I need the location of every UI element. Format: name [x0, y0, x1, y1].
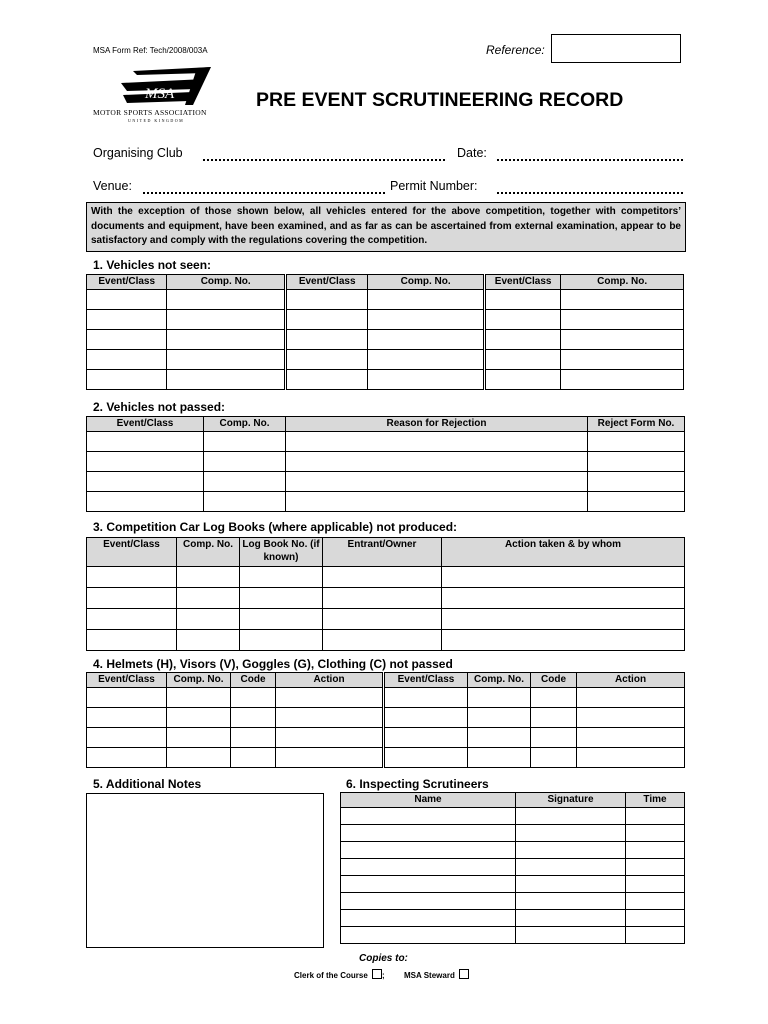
table-cell[interactable]	[484, 330, 560, 350]
table-cell[interactable]	[87, 472, 204, 492]
table-cell[interactable]	[341, 910, 516, 927]
steward-label: MSA Steward	[404, 971, 455, 980]
table-cell[interactable]	[626, 825, 685, 842]
col-header: Action	[276, 673, 384, 688]
table-cell[interactable]	[285, 290, 367, 310]
col-header: Log Book No. (if known)	[240, 538, 323, 567]
table-cell[interactable]	[516, 927, 626, 944]
table-cell[interactable]	[468, 708, 531, 728]
table-cell[interactable]	[626, 808, 685, 825]
table-cell[interactable]	[341, 825, 516, 842]
table-cell[interactable]	[442, 609, 685, 630]
vehicles-not-seen-table	[86, 274, 684, 390]
reference-input-box[interactable]	[551, 34, 681, 63]
table-cell[interactable]	[368, 290, 485, 310]
table-cell[interactable]	[341, 876, 516, 893]
table-cell[interactable]	[240, 588, 323, 609]
copy-steward	[404, 969, 469, 980]
table-cell[interactable]	[341, 842, 516, 859]
table-cell[interactable]	[626, 876, 685, 893]
table-cell[interactable]	[516, 825, 626, 842]
table-cell[interactable]	[341, 893, 516, 910]
table-cell[interactable]	[167, 728, 231, 748]
table-row	[341, 808, 685, 825]
table-cell[interactable]	[341, 859, 516, 876]
table-cell[interactable]	[167, 310, 286, 330]
copies-to-label: Copies to:	[359, 953, 408, 964]
table-cell[interactable]	[276, 708, 384, 728]
col-header: Comp. No.	[468, 673, 531, 688]
table-cell[interactable]	[285, 310, 367, 330]
table-cell[interactable]	[588, 452, 685, 472]
organising-club-label: Organising Club	[93, 146, 183, 160]
table-cell[interactable]	[285, 370, 367, 390]
table-cell[interactable]	[167, 370, 286, 390]
table-cell[interactable]	[516, 808, 626, 825]
table-cell[interactable]	[286, 472, 588, 492]
section-2-title: 2. Vehicles not passed:	[93, 400, 226, 414]
table-cell[interactable]	[87, 748, 167, 768]
table-row	[87, 748, 685, 768]
table-cell[interactable]	[167, 350, 286, 370]
table-cell[interactable]	[286, 492, 588, 512]
table-cell[interactable]	[368, 350, 485, 370]
table-cell[interactable]	[231, 708, 276, 728]
table-cell[interactable]	[87, 330, 167, 350]
table-cell[interactable]	[87, 688, 167, 708]
table-cell[interactable]	[204, 472, 286, 492]
table-cell[interactable]	[484, 310, 560, 330]
logo-subtext: UNITED KINGDOM	[128, 118, 185, 123]
table-cell[interactable]	[87, 728, 167, 748]
table-row	[87, 330, 684, 350]
col-header: Action taken & by whom	[442, 538, 685, 567]
table-cell[interactable]	[87, 630, 177, 651]
table-row	[87, 567, 685, 588]
table-cell[interactable]	[368, 330, 485, 350]
table-cell[interactable]	[384, 708, 468, 728]
additional-notes-box[interactable]	[86, 793, 324, 948]
table-cell[interactable]	[323, 588, 442, 609]
col-header: Signature	[516, 793, 626, 808]
col-header: Code	[531, 673, 577, 688]
table-cell[interactable]	[177, 567, 240, 588]
logo-mark: MSA	[145, 86, 175, 102]
organising-club-field[interactable]	[203, 159, 445, 161]
table-cell[interactable]	[626, 893, 685, 910]
reference-label: Reference:	[486, 43, 545, 57]
section-3-title: 3. Competition Car Log Books (where applicable) not produced:	[93, 520, 458, 534]
table-cell[interactable]	[231, 728, 276, 748]
table-cell[interactable]	[442, 630, 685, 651]
table-cell[interactable]	[87, 290, 167, 310]
table-cell[interactable]	[240, 567, 323, 588]
table-row	[341, 842, 685, 859]
table-cell[interactable]	[531, 748, 577, 768]
section-6-title: 6. Inspecting Scrutineers	[346, 777, 489, 791]
table-cell[interactable]	[588, 432, 685, 452]
table-row	[87, 350, 684, 370]
table-cell[interactable]	[516, 893, 626, 910]
table-row	[87, 492, 685, 512]
table-cell[interactable]	[561, 350, 684, 370]
col-header: Event/Class	[384, 673, 468, 688]
col-header: Event/Class	[285, 275, 367, 290]
table-cell[interactable]	[167, 688, 231, 708]
table-cell[interactable]	[286, 432, 588, 452]
table-cell[interactable]	[468, 748, 531, 768]
venue-field[interactable]	[143, 192, 385, 194]
table-row	[341, 859, 685, 876]
permit-number-label: Permit Number:	[390, 179, 478, 193]
col-header: Comp. No.	[177, 538, 240, 567]
table-cell[interactable]	[87, 310, 167, 330]
table-cell[interactable]	[531, 708, 577, 728]
table-cell[interactable]	[341, 808, 516, 825]
table-cell[interactable]	[626, 910, 685, 927]
table-cell[interactable]	[240, 609, 323, 630]
col-header: Reject Form No.	[588, 417, 685, 432]
table-cell[interactable]	[240, 630, 323, 651]
table-cell[interactable]	[626, 842, 685, 859]
notice-box: With the exception of those shown below, all vehicles entered for the above competition, together with competitors’ documents and equipment, have been examined, and as far as can be ascertained from external examination, appear to be satisfactory and comply with the regulations covering the competition.	[86, 202, 686, 252]
table-cell[interactable]	[87, 588, 177, 609]
table-row	[87, 728, 685, 748]
table-row	[341, 825, 685, 842]
table-cell[interactable]	[531, 728, 577, 748]
table-cell[interactable]	[87, 492, 204, 512]
table-cell[interactable]	[516, 910, 626, 927]
table-cell[interactable]	[285, 350, 367, 370]
table-row	[87, 310, 684, 330]
table-cell[interactable]	[87, 432, 204, 452]
table-cell[interactable]	[588, 492, 685, 512]
table-cell[interactable]	[167, 330, 286, 350]
table-cell[interactable]	[87, 567, 177, 588]
col-header: Code	[231, 673, 276, 688]
table-row	[87, 609, 685, 630]
col-header: Action	[577, 673, 685, 688]
table-cell[interactable]	[177, 630, 240, 651]
copy-clerk	[294, 969, 385, 980]
table-cell[interactable]	[276, 748, 384, 768]
col-header: Event/Class	[87, 538, 177, 567]
permit-number-field[interactable]	[497, 192, 683, 194]
table-row	[341, 910, 685, 927]
table-cell[interactable]	[577, 748, 685, 768]
helmets-table	[86, 672, 685, 768]
table-cell[interactable]	[484, 370, 560, 390]
steward-checkbox[interactable]	[459, 969, 469, 979]
table-cell[interactable]	[87, 708, 167, 728]
table-cell[interactable]	[204, 492, 286, 512]
date-field[interactable]	[497, 159, 683, 161]
clerk-separator: ;	[382, 971, 385, 980]
col-header: Comp. No.	[167, 275, 286, 290]
page-title: PRE EVENT SCRUTINEERING RECORD	[256, 89, 624, 111]
table-cell[interactable]	[516, 859, 626, 876]
table-cell[interactable]	[323, 567, 442, 588]
table-cell[interactable]	[167, 748, 231, 768]
table-row	[87, 708, 685, 728]
table-cell[interactable]	[167, 290, 286, 310]
table-cell[interactable]	[561, 370, 684, 390]
table-cell[interactable]	[516, 876, 626, 893]
table-cell[interactable]	[87, 452, 204, 472]
table-cell[interactable]	[276, 688, 384, 708]
col-header: Event/Class	[87, 275, 167, 290]
clerk-label: Clerk of the Course	[294, 971, 368, 980]
table-cell[interactable]	[368, 370, 485, 390]
table-cell[interactable]	[384, 748, 468, 768]
col-header: Comp. No.	[368, 275, 485, 290]
table-cell[interactable]	[468, 728, 531, 748]
table-cell[interactable]	[323, 630, 442, 651]
col-header: Comp. No.	[561, 275, 684, 290]
table-row	[341, 893, 685, 910]
table-cell[interactable]	[285, 330, 367, 350]
col-header: Entrant/Owner	[323, 538, 442, 567]
table-cell[interactable]	[626, 927, 685, 944]
table-cell[interactable]	[561, 310, 684, 330]
table-cell[interactable]	[368, 310, 485, 330]
table-cell[interactable]	[577, 728, 685, 748]
section-1-title: 1. Vehicles not seen:	[93, 258, 212, 272]
table-cell[interactable]	[384, 688, 468, 708]
table-cell[interactable]	[561, 330, 684, 350]
col-header: Comp. No.	[204, 417, 286, 432]
clerk-checkbox[interactable]	[372, 969, 382, 979]
col-header: Time	[626, 793, 685, 808]
inspecting-scrutineers-table	[340, 792, 685, 944]
form-reference: MSA Form Ref: Tech/2008/003A	[93, 46, 208, 55]
table-cell[interactable]	[177, 609, 240, 630]
date-label: Date:	[457, 146, 487, 160]
table-row	[341, 876, 685, 893]
table-row	[87, 630, 685, 651]
col-header: Comp. No.	[167, 673, 231, 688]
table-cell[interactable]	[442, 588, 685, 609]
table-cell[interactable]	[626, 859, 685, 876]
table-cell[interactable]	[276, 728, 384, 748]
table-row	[341, 927, 685, 944]
table-row	[87, 290, 684, 310]
table-cell[interactable]	[468, 688, 531, 708]
logo-text: MOTOR SPORTS ASSOCIATION	[93, 108, 207, 117]
table-row	[87, 452, 685, 472]
table-row	[87, 688, 685, 708]
col-header: Event/Class	[484, 275, 560, 290]
vehicles-not-passed-table	[86, 416, 685, 512]
venue-label: Venue:	[93, 179, 132, 193]
section-5-title: 5. Additional Notes	[93, 777, 202, 791]
col-header: Event/Class	[87, 417, 204, 432]
table-cell[interactable]	[588, 472, 685, 492]
col-header: Name	[341, 793, 516, 808]
table-cell[interactable]	[167, 708, 231, 728]
table-cell[interactable]	[204, 452, 286, 472]
table-row	[87, 432, 685, 452]
table-row	[87, 370, 684, 390]
table-cell[interactable]	[87, 350, 167, 370]
table-cell[interactable]	[87, 609, 177, 630]
table-row	[87, 472, 685, 492]
table-cell[interactable]	[384, 728, 468, 748]
table-cell[interactable]	[577, 688, 685, 708]
table-cell[interactable]	[516, 842, 626, 859]
table-cell[interactable]	[231, 688, 276, 708]
table-cell[interactable]	[577, 708, 685, 728]
table-cell[interactable]	[484, 350, 560, 370]
col-header: Event/Class	[87, 673, 167, 688]
table-cell[interactable]	[442, 567, 685, 588]
table-cell[interactable]	[323, 609, 442, 630]
table-cell[interactable]	[341, 927, 516, 944]
col-header: Reason for Rejection	[286, 417, 588, 432]
table-cell[interactable]	[87, 370, 167, 390]
table-cell[interactable]	[561, 290, 684, 310]
table-cell[interactable]	[204, 432, 286, 452]
log-books-table	[86, 537, 685, 651]
section-4-title: 4. Helmets (H), Visors (V), Goggles (G), Clothing (C) not passed	[93, 657, 453, 671]
table-cell[interactable]	[484, 290, 560, 310]
table-row	[87, 588, 685, 609]
table-cell[interactable]	[177, 588, 240, 609]
table-cell[interactable]	[231, 748, 276, 768]
table-cell[interactable]	[286, 452, 588, 472]
table-cell[interactable]	[531, 688, 577, 708]
